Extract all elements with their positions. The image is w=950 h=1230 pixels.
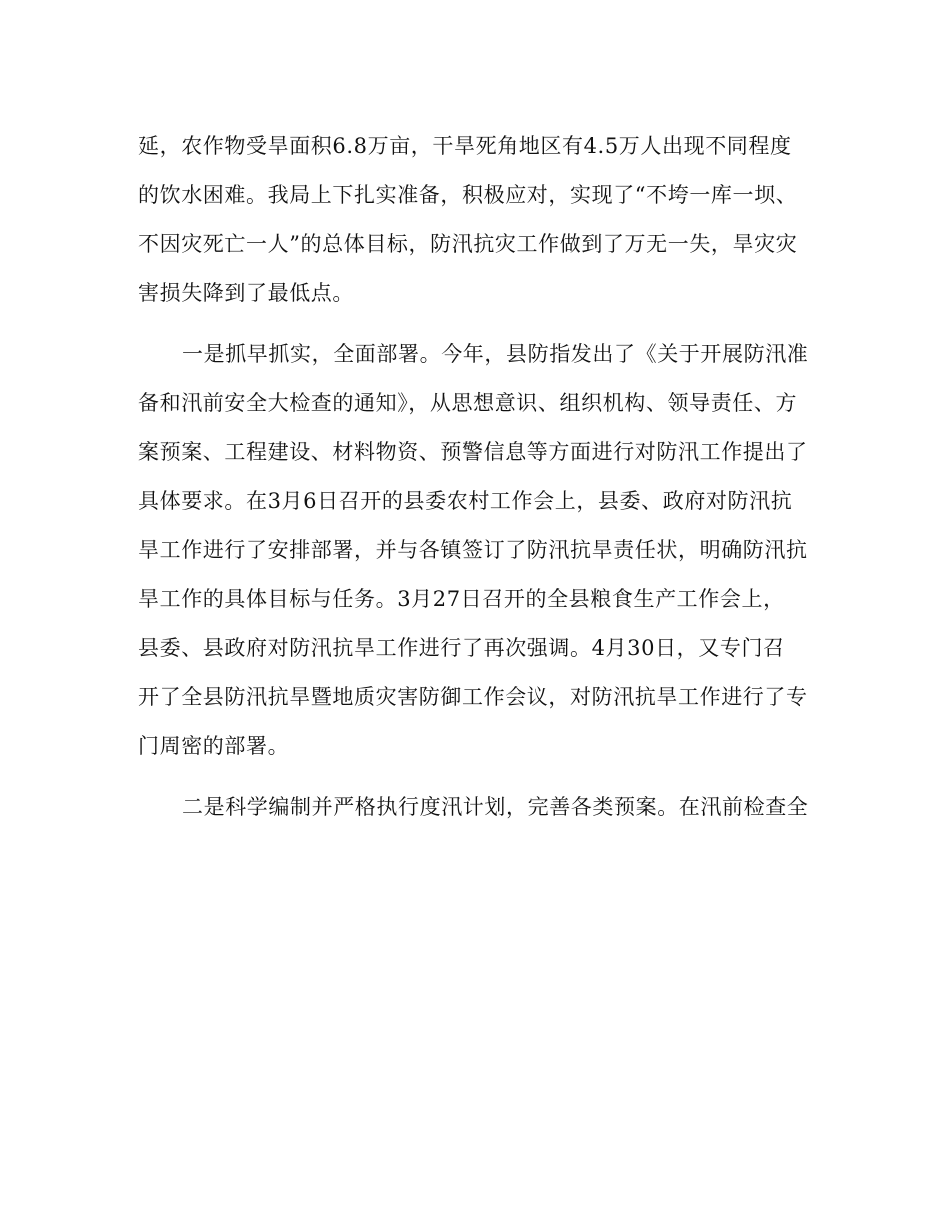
text-line: 旱工作的具体目标与任务。3月27日召开的全县粮食生产工作会上，: [138, 587, 785, 611]
paragraph-gap: [138, 318, 828, 330]
text-line: 的饮水困难。我局上下扎实准备，积极应对，实现了“不垮一库一坝、: [138, 183, 798, 207]
text-line: 具体要求。在3月6日召开的县委农村工作会上，县委、政府对防汛抗: [138, 489, 793, 513]
paragraph: [138, 330, 828, 771]
text-line: 门周密的部署。: [138, 734, 290, 758]
text-line: 不因灾死亡一人”的总体目标，防汛抗灾工作做到了万无一失，旱灾灾: [138, 232, 798, 256]
text-line: 旱工作进行了安排部署，并与各镇签订了防汛抗旱责任状，明确防汛抗: [138, 538, 808, 562]
text-line: 一是抓早抓实，全面部署。今年，县防指发出了《关于开展防汛准: [182, 342, 809, 366]
paragraph: [138, 783, 828, 832]
paragraph: [138, 122, 828, 318]
text-line: 案预案、工程建设、材料物资、预警信息等方面进行对防汛工作提出了: [138, 440, 808, 464]
text-line: 开了全县防汛抗旱暨地质灾害防御工作会议，对防汛抗旱工作进行了专: [138, 685, 808, 709]
paragraph-gap: [138, 771, 828, 783]
text-line: 延，农作物受旱面积6.8万亩，干旱死角地区有4.5万人出现不同程度: [138, 134, 792, 158]
text-line: 害损失降到了最低点。: [138, 281, 354, 305]
text-line: 二是科学编制并严格执行度汛计划，完善各类预案。在汛前检查全: [182, 795, 809, 819]
text-line: 备和汛前安全大检查的通知》，从思想意识、组织机构、领导责任、方: [138, 391, 798, 415]
text-line: 县委、县政府对防汛抗旱工作进行了再次强调。4月30日，又专门召: [138, 636, 785, 660]
document-body: [138, 122, 828, 832]
